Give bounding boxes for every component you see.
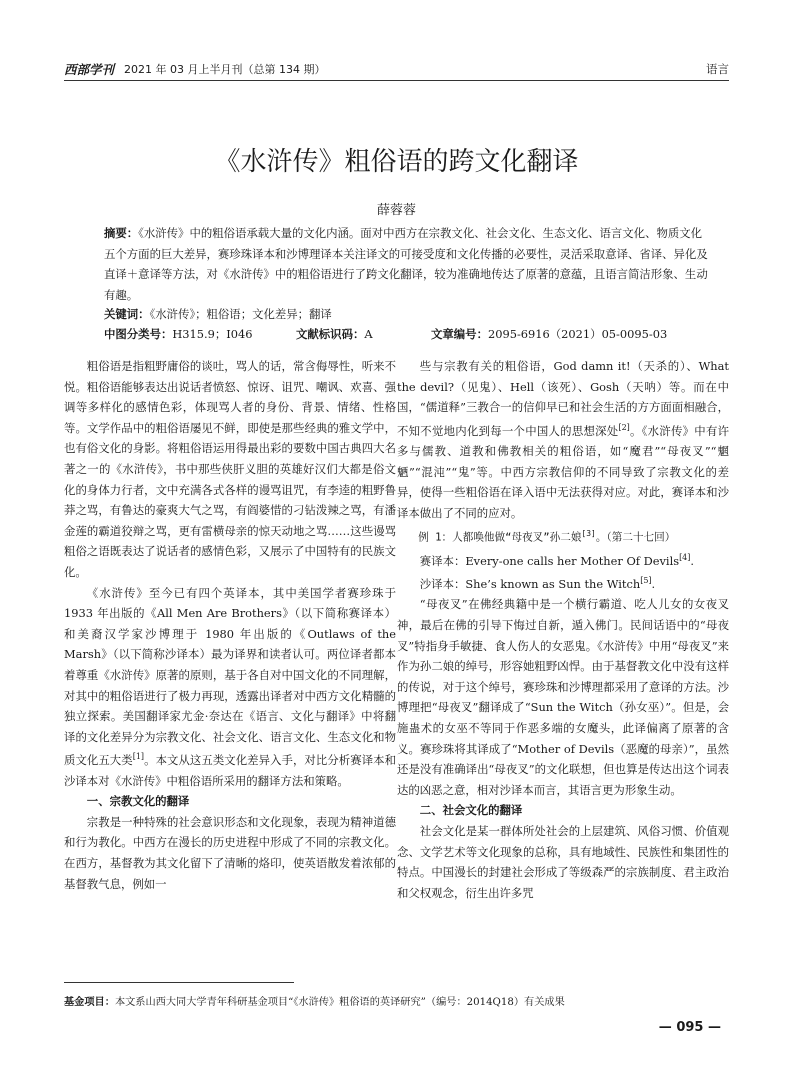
section-heading: 一、宗教文化的翻译 [86, 794, 190, 809]
footnote [64, 993, 565, 1008]
footnote-text: 本文系山西大同大学青年科研基金项目“《水浒传》粗俗语的英译研究”（编号：2014Q18）有关成果 [114, 997, 565, 1008]
issue-info: 2021 年 03 月上半月刊（总第 134 期） [124, 63, 326, 76]
article-title: 《水浒传》粗俗语的跨文化翻译 [214, 147, 579, 177]
keywords [104, 306, 332, 322]
paragraph: 些与宗教有关的粗俗语，God damn it!（天杀的）、What the devil?（见鬼）、Hell（该死）、Gosh（天呐）等。而在中国，“儒道释”三教合一的信仰早已和社会生活的方方面面相融合，不知不觉地内化到每一个中国人的思想深处[2]。《水浒传》中有许多与儒教、道教和佛教相关的粗俗语，如“魔君”“母夜叉”“魍魉”“混沌”“鬼”等。中西方宗教信仰的不同导致了宗教文化的差异，使得一些粗俗语在译入语中无法获得对应。对此，赛译本和沙译本做出了不同的应对。 [397, 359, 729, 520]
paragraph: 粗俗语是指粗野庸俗的谈吐，骂人的话，常含侮辱性，听来不悦。粗俗语能够表达出说话者愤怒、惊讶、诅咒、嘲讽、欢喜、强调等多样化的感情色彩，体现骂人者的身份、背景、情绪、性格等。文学作品中的粗俗语屡见不鲜，即使是那些经典的雅文学中，也有俗文化的身影。将粗俗语运用得最出彩的要数中国古典四大名著之一的《水浒传》，书中那些侠肝义胆的英雄好汉们大都是俗文化的身体力行者，文中充满各式各样的谩骂诅咒，有李逵的粗野鲁莽之骂，有鲁达的豪爽大气之骂，有阎婆惜的刁钻泼辣之骂，有潘金莲的霸道狡辩之骂，更有雷横母亲的惊天动地之骂……这些谩骂粗俗之语既表达了说话者的感情色彩，又展示了中国特有的民族文化。 [64, 359, 396, 579]
paragraph: 宗教是一种特殊的社会意识形态和文化现象，表现为精神道德和行为教化。中西方在漫长的历史进程中形成了不同的宗教文化。在西方，基督教为其文化留下了清晰的烙印，使英语散发着浓郁的基督教气息，例如一 [64, 814, 396, 891]
keywords-text: 《水浒传》；粗俗语；文化差异；翻译 [149, 307, 332, 321]
keywords-label: 关键词： [104, 307, 150, 321]
header-rule [64, 80, 729, 81]
footnote-label: 基金项目： [64, 997, 115, 1008]
abstract-label: 摘要： [104, 226, 139, 240]
document-code: 文献标识码：A [296, 327, 373, 341]
left-column [64, 356, 396, 894]
footnote-rule [64, 982, 294, 983]
paragraph: 社会文化是某一群体所处社会的上层建筑、风俗习惯、价值观念、文学艺术等文化现象的总称，具有地域性、民族性和集团性的特点。中国漫长的封建社会形成了等级森严的宗族制度、君主政治和父权观念，衍生出许多咒 [397, 823, 729, 900]
citation: [1] [132, 752, 145, 762]
section-label: 语言 [706, 62, 729, 76]
example-sha-translation: 沙译本：She’s known as Sun the Witch[5]. [419, 576, 656, 591]
journal-name: 西部学刊 [64, 62, 115, 77]
abstract [104, 223, 710, 305]
citation: [2] [618, 422, 630, 432]
paragraph: 《水浒传》至今已有四个英译本，其中美国学者赛珍珠于 1933 年出版的《All Men Are Brothers》（以下简称赛译本）和美裔汉学家沙博理于 1980 年出版的《Outlaws of the Marsh》（以下简称沙译本）最为译界和读者认可。两位译者都本着尊重《水浒传》原著的原则，基于各自对中国文化的不同理解，对其中的粗俗语进行了极力再现，透露出译者对中西方文化精髓的独立探索。美国翻译家尤金·奈达在《语言、文化与翻译》中将翻译的文化差异分为宗教文化、社会文化、语言文化、生态文化和物质文化五大类[1]。本文从这五类文化差异入手，对比分析赛译本和沙译本对《水浒传》中粗俗语所采用的翻译方法和策略。 [64, 585, 396, 788]
author-name: 薛蓉蓉 [376, 203, 416, 218]
page-number: — 095 — [658, 1020, 721, 1035]
page-header [64, 58, 729, 78]
right-column [397, 356, 729, 903]
clc-number: 中图分类号：H315.9；I046 [104, 327, 253, 341]
abstract-text: 《水浒传》中的粗俗语承载大量的文化内涵。面对中西方在宗教文化、社会文化、生态文化、语言文化、物质文化五个方面的巨大差异，赛珍珠译本和沙博理译本关注译文的可接受度和文化传播的必要性，灵活采取意译、省译、异化及直译＋意译等方法，对《水浒传》中的粗俗语进行了跨文化翻译，较为准确地传达了原著的意蕴，且语言简洁形象、生动有趣。 [104, 226, 708, 302]
paragraph: “母夜叉”在佛经典籍中是一个横行霸道、吃人儿女的女夜叉神，最后在佛的引导下悔过自新，遁入佛门。民间话语中的“母夜叉”特指身手敏捷、食人伤人的女恶鬼。《水浒传》中用“母夜叉”来作为孙二娘的绰号，形容她粗野凶悍。由于基督教文化中没有这样的传说，对于这个绰号，赛珍珠和沙博理都采用了意译的方法。沙博理把“母夜叉”翻译成了“Sun the Witch（孙女巫）”。但是，会施蛊术的女巫不等同于作恶多端的女魔头，此译偏离了原著的含义。赛珍珠将其译成了“Mother of Devils（恶魔的母亲）”，虽然还是没有准确译出“母夜叉”的文化联想，但也算是传达出这个词表达的凶恶之意，相对沙译本而言，其语言更为形象生动。 [397, 597, 729, 797]
article-number: 文章编号：2095-6916（2021）05-0095-03 [431, 327, 668, 341]
example-source: 例 1：人都唤他做“母夜叉”孙二娘[3]。（第二十七回） [418, 528, 676, 544]
example-sai-translation: 赛译本：Every-one calls her Mother Of Devils[4]. [419, 552, 695, 568]
section-heading: 二、社会文化的翻译 [419, 803, 523, 818]
